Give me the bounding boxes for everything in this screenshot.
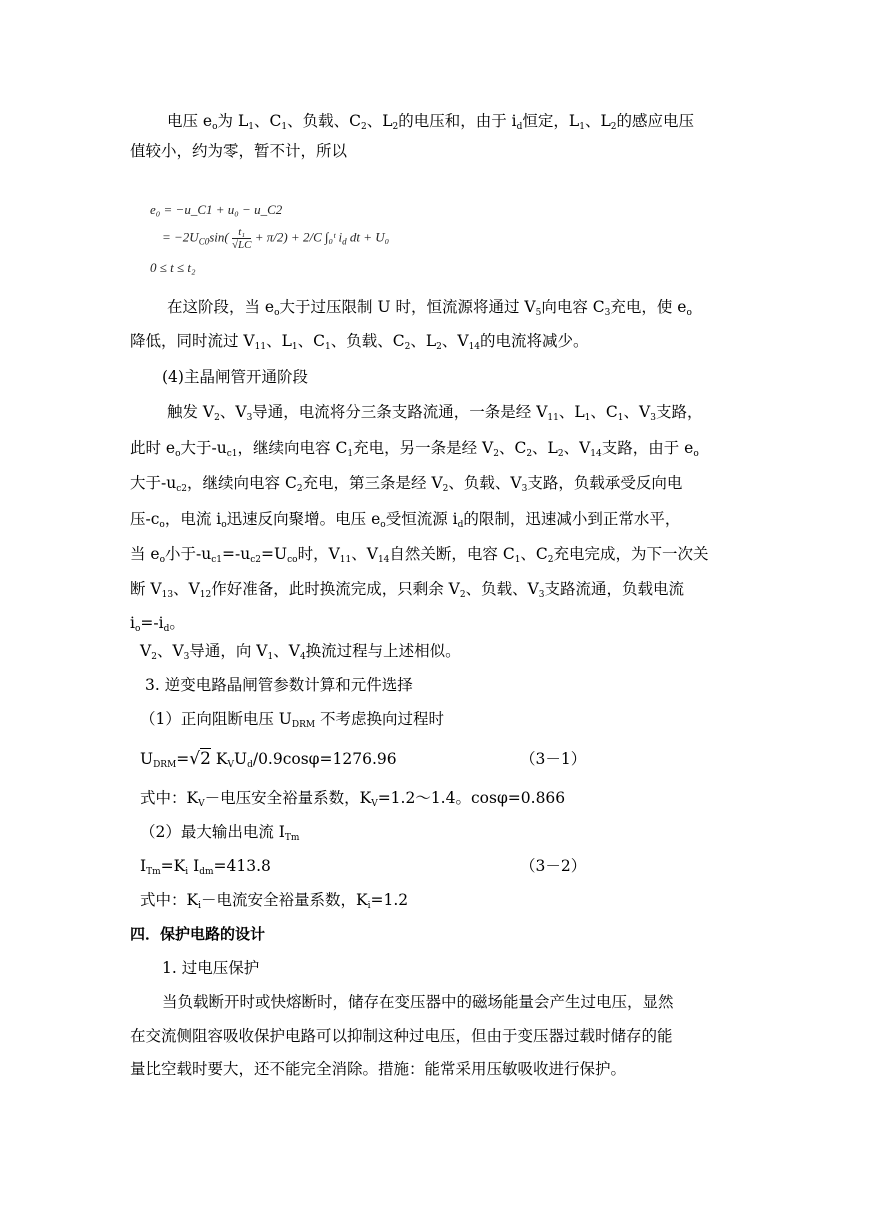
paragraph-line: $V_2$、$V_3$导通，向 $V_1$、$V_4$换流过程与上述相似。 xyxy=(140,642,461,662)
paragraph-line: 此时 $e_o$大于$-u_{c1}$，继续向电容 $C_1$充电，另一条是经 $V_2$、$C_2$、$L_2$、$V_{14}$支路，由于 $e_o$ xyxy=(130,439,699,459)
equation-row: 0 ≤ t ≤ t₂ xyxy=(150,260,196,275)
section-heading: 四．保护电路的设计 xyxy=(130,925,266,943)
subsection-heading: 1. 过电压保护 xyxy=(162,959,260,977)
paragraph-line: 电压 $e_o$为 $L_1$、$C_1$、负载、$C_2$、$L_2$的电压和，由于 $i_d$恒定，$L_1$、$L_2$的感应电压 xyxy=(167,112,694,132)
paragraph-line: 断 $V_{13}$、$V_{12}$作好准备，此时换流完成，只剩余 $V_2$、负载、$V_3$支路流通，负载电流 xyxy=(130,580,685,600)
paragraph-line: 式中：$K_i-$电流安全裕量系数，$K_i=1.2$ xyxy=(140,891,409,911)
section-heading: 3. 逆变电路晶闸管参数计算和元件选择 xyxy=(145,676,413,694)
equation-row: = $-2U_{C0}\sin$( $\frac{\text{t₁}}{√LC}$ + π/2) + 2/C ∫₀ᵗ $i_d$ dt + U₀ xyxy=(162,226,390,251)
equation-image xyxy=(150,202,440,282)
paragraph-line: 降低，同时流过 $V_{11}$、$L_1$、$C_1$、负载、$C_2$、$L_2$、$V_{14}$的电流将减少。 xyxy=(130,332,589,352)
subsection-heading: (4)主晶闸管开通阶段 xyxy=(162,368,308,386)
paragraph-line: 在交流侧阻容吸收保护电路可以抑制这种过电压，但由于变压器过载时储存的能 xyxy=(130,1027,673,1045)
equation-number: （3－1） xyxy=(520,750,587,768)
paragraph-line: 当 $e_o$小于$-u_{c1}=-u_{c2}=U_{co}$时，$V_{11}$、$V_{14}$自然关断，电容 $C_1$、$C_2$充电完成，为下一次关 xyxy=(130,545,709,565)
equation-row: e₀ = −u_C1 + u₀ − u_C2 xyxy=(150,202,283,217)
paragraph-line: 量比空载时要大，还不能完全消除。措施：能常采用压敏吸收进行保护。 xyxy=(130,1060,627,1078)
sqrt-symbol: √2 xyxy=(189,749,211,769)
paragraph-line: 在这阶段，当 $e_o$大于过压限制 U 时，恒流源将通过 $V_5$向电容 $C_3$充电，使 $e_o$ xyxy=(167,298,692,318)
equation-number: （3－2） xyxy=(520,857,587,875)
paragraph-line: 式中：$K_V-$电压安全裕量系数，$K_V=1.2\sim 1.4$。cosφ=0.866 xyxy=(140,789,566,809)
paragraph-line: 触发 $V_2$、$V_3$导通，电流将分三条支路流通，一条是经 $V_{11}$、$L_1$、$C_1$、$V_3$支路， xyxy=(167,403,703,423)
paragraph-line: 压$-c_o$，电流 $i_o$迅速反向聚增。电压 $e_o$受恒流源 $i_d$的限制，迅速减小到正常水平， xyxy=(130,510,681,530)
paragraph-line: 值较小，约为零，暂不计，所以 xyxy=(130,142,348,160)
equation-3-2: $I_{Tm}=K_i$ $I_{dm}=413.8$ xyxy=(140,857,271,877)
subsection-heading: （2）最大输出电流 $I_{Tm}$ xyxy=(140,823,300,843)
subsection-heading: （1）正向阻断电压 $U_{DRM}$ 不考虑换向过程时 xyxy=(140,710,445,730)
paragraph-line: 当负载断开时或快熔断时，储存在变压器中的磁场能量会产生过电压，显然 xyxy=(162,993,674,1011)
equation-3-1: $U_{DRM}=√2$ $K_VU_d/0.9\cos\varphi=1276.96$ xyxy=(140,749,397,770)
paragraph-line: 大于$-u_{c2}$，继续向电容 $C_2$充电，第三条是经 $V_2$、负载、$V_3$支路，负载承受反向电 xyxy=(130,474,683,494)
paragraph-line: $i_o=-i_d$。 xyxy=(130,614,185,634)
